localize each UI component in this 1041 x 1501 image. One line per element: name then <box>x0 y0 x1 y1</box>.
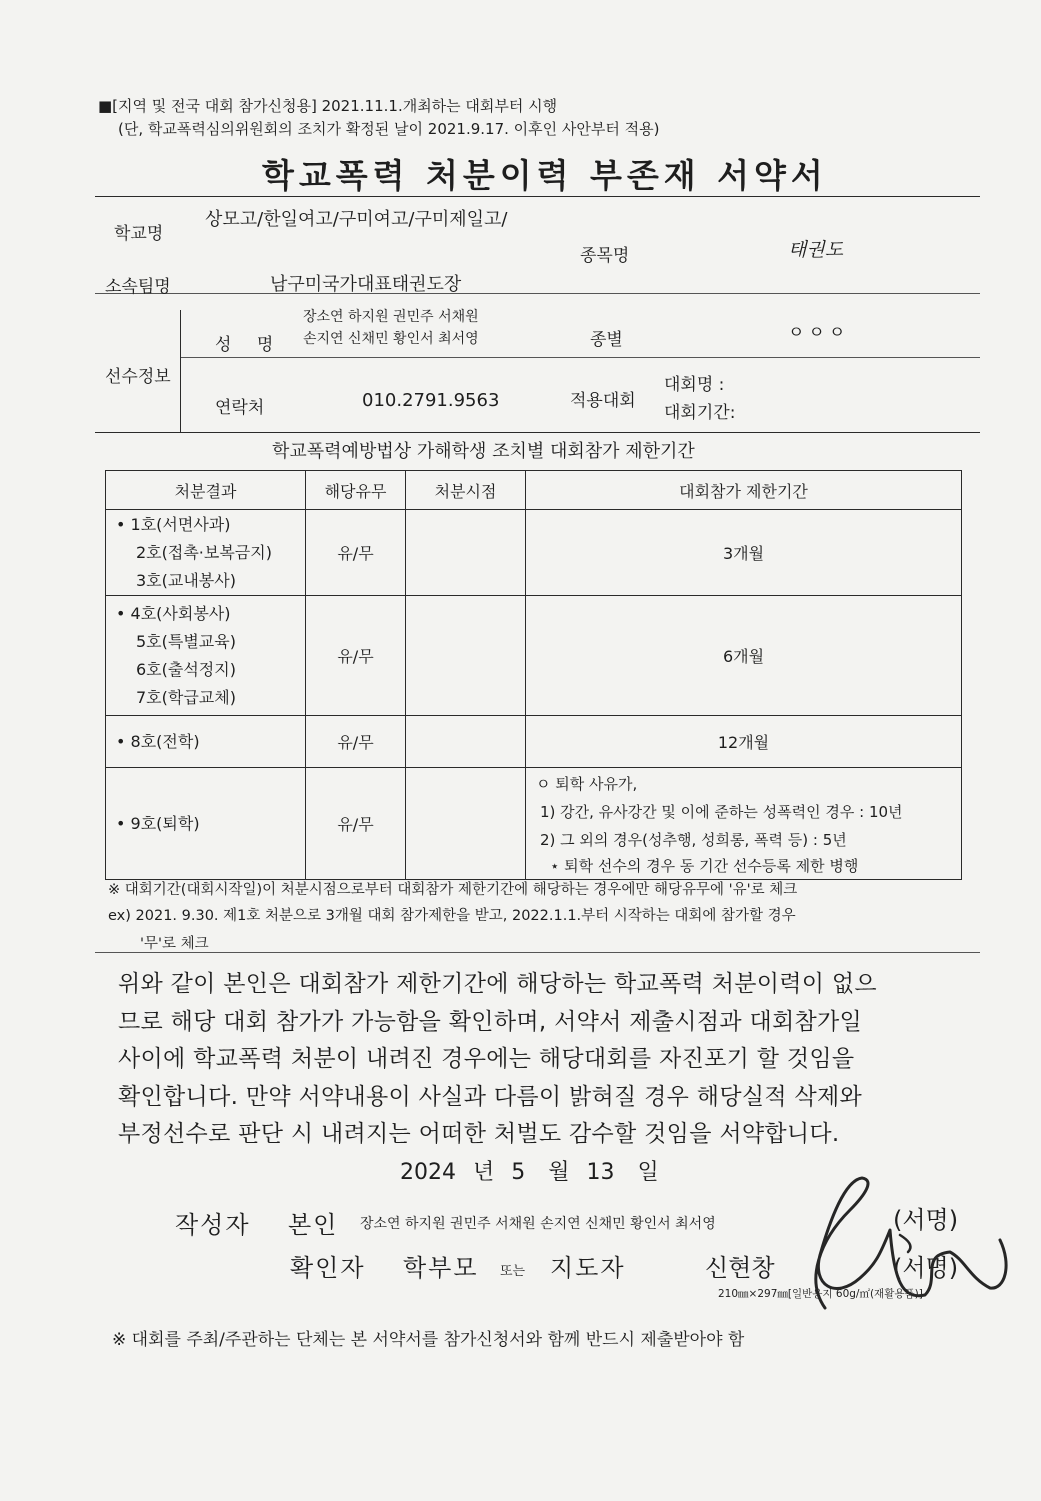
divider <box>180 357 980 358</box>
confirmer-name: 신현창 <box>705 1254 775 1282</box>
document-title: 학교폭력 처분이력 부존재 서약서 <box>262 156 828 195</box>
oath-line: 므로 해당 대회 참가가 가능함을 확인하며, 서약서 제출시점과 대회참가일 <box>118 1008 863 1035</box>
parent-label: 학부모 <box>403 1254 479 1282</box>
table-header-row <box>106 471 962 510</box>
table-row <box>106 596 962 716</box>
oath-line: 사이에 학교폭력 처분이 내려진 경우에는 해당대회를 자진포기 할 것임을 <box>118 1046 855 1072</box>
notice-line-1: ■[지역 및 전국 대회 참가신청용] 2021.11.1.개최하는 대회부터 시행 <box>98 97 558 115</box>
date-day-unit: 일 <box>637 1160 659 1185</box>
date-year: 2024 <box>400 1160 456 1185</box>
date-year-unit: 년 <box>473 1160 495 1185</box>
oath-line: 확인합니다. 만약 서약내용이 사실과 다름이 밝혀질 경우 해당실적 삭제와 <box>118 1083 863 1110</box>
contact-label: 연락처 <box>215 398 265 418</box>
paper-spec: 210㎜×297㎜[일반용지 60g/㎡(재활용품)] <box>718 1288 923 1300</box>
date <box>400 1155 659 1186</box>
names-line-2: 손지연 신채민 황인서 최서영 <box>303 331 479 347</box>
notice-line-2: (단, 학교폭력심의위원회의 조치가 확정된 날이 2021.9.17. 이후인 사안부터 적용) <box>118 120 660 138</box>
date-month-unit: 월 <box>548 1160 570 1185</box>
limit-cell: 12개월 <box>526 716 962 768</box>
restriction-table <box>105 470 962 880</box>
self-label: 본인 <box>288 1211 339 1239</box>
confirmer-sign-mark: (서명) <box>893 1254 959 1282</box>
table-row <box>106 768 962 880</box>
writer-names: 장소연 하지원 권민주 서채원 손지연 신채민 황인서 최서영 <box>360 1216 716 1232</box>
applicable-cell[interactable]: 유/무 <box>306 510 406 596</box>
result-item: 6호(출석정지) <box>136 659 236 679</box>
applicable-cell[interactable]: 유/무 <box>306 768 406 880</box>
team-value: 남구미국가대표태권도장 <box>270 274 462 295</box>
disposition-time-cell[interactable] <box>406 510 526 596</box>
oath-line: 부정선수로 판단 시 내려지는 어떠한 처벌도 감수할 것임을 서약합니다. <box>118 1121 840 1147</box>
category-label: 종별 <box>590 330 623 350</box>
disposition-time-cell[interactable] <box>406 596 526 716</box>
note-3: '무'로 체크 <box>140 936 209 952</box>
divider <box>95 432 980 433</box>
result-item: 3호(교내봉사) <box>136 570 236 590</box>
confirmer-label: 확인자 <box>290 1254 366 1282</box>
limit-line: ⋆ 퇴학 선수의 경우 동 기간 선수등록 제한 병행 <box>550 856 859 875</box>
divider <box>95 293 980 294</box>
or-label: 또는 <box>500 1264 526 1279</box>
note-2: ex) 2021. 9.30. 제1호 처분으로 3개월 대회 참가제한을 받고, 2022.1.1.부터 시작하는 대회에 참가할 경우 <box>108 908 796 924</box>
school-value: 상모고/한일여고/구미여고/구미제일고/ <box>205 209 508 230</box>
limit-line: 1) 강간, 유사강간 및 이에 준하는 성폭력인 경우 : 10년 <box>540 802 903 821</box>
result-item: 7호(학급교체) <box>136 687 236 707</box>
footer-note: ※ 대회를 주최/주관하는 단체는 본 서약서를 참가신청서와 함께 반드시 제출받아야 함 <box>112 1330 745 1350</box>
event-value: 태권도 <box>788 239 844 261</box>
table-row <box>106 716 962 768</box>
limit-cell: 3개월 <box>526 510 962 596</box>
coach-label: 지도자 <box>550 1254 626 1282</box>
result-item: • 1호(서면사과) <box>116 514 231 534</box>
result-cell <box>106 716 306 768</box>
school-label: 학교명 <box>114 224 164 244</box>
note-1: ※ 대회기간(대회시작일)이 처분시점으로부터 대회참가 제한기간에 해당하는 경우에만 해당유무에 '유'로 체크 <box>108 882 798 898</box>
column-header: 처분결과 <box>106 471 306 510</box>
result-item: 2호(접촉·보복금지) <box>136 542 272 562</box>
team-label: 소속팀명 <box>105 277 171 297</box>
writer-label: 작성자 <box>175 1211 251 1239</box>
category-value: ㅇㅇㅇ <box>788 323 850 343</box>
result-item: 5호(특별교육) <box>136 631 236 651</box>
column-header: 처분시점 <box>406 471 526 510</box>
competition-name-label: 대회명 : <box>664 375 725 395</box>
event-label: 종목명 <box>580 246 630 266</box>
player-info-label: 선수정보 <box>105 367 171 387</box>
names-line-1: 장소연 하지원 권민주 서채원 <box>303 309 479 325</box>
applicable-cell[interactable]: 유/무 <box>306 596 406 716</box>
date-month: 5 <box>511 1160 526 1185</box>
applicable-cell[interactable]: 유/무 <box>306 716 406 768</box>
divider <box>95 952 980 953</box>
column-header: 해당유무 <box>306 471 406 510</box>
result-cell <box>106 596 306 716</box>
contact-value: 010.2791.9563 <box>362 390 500 411</box>
limit-line: 2) 그 외의 경우(성추행, 성희롱, 폭력 등) : 5년 <box>540 830 847 849</box>
result-item: • 9호(퇴학) <box>116 813 200 833</box>
result-item: • 4호(사회봉사) <box>116 603 231 623</box>
oath-line: 위와 같이 본인은 대회참가 제한기간에 해당하는 학교폭력 처분이력이 없으 <box>118 971 877 997</box>
limit-cell: 6개월 <box>526 596 962 716</box>
divider <box>95 196 980 197</box>
divider <box>180 310 181 432</box>
name-label: 성 명 <box>215 335 284 355</box>
limit-line: ㅇ 퇴학 사유가, <box>536 774 638 793</box>
disposition-time-cell[interactable] <box>406 716 526 768</box>
result-cell <box>106 768 306 880</box>
writer-sign-mark: (서명) <box>893 1206 959 1234</box>
disposition-time-cell[interactable] <box>406 768 526 880</box>
result-cell <box>106 510 306 596</box>
date-day: 13 <box>586 1160 615 1185</box>
oath-text <box>118 966 877 1154</box>
competition-period-label: 대회기간: <box>664 403 736 423</box>
applied-competition-label: 적용대회 <box>570 391 636 411</box>
limit-cell <box>526 768 962 880</box>
table-row <box>106 510 962 596</box>
handwritten-signature <box>790 1160 1030 1320</box>
column-header: 대회참가 제한기간 <box>526 471 962 510</box>
result-item: • 8호(전학) <box>116 731 200 751</box>
table-caption: 학교폭력예방법상 가해학생 조치별 대회참가 제한기간 <box>272 441 695 462</box>
